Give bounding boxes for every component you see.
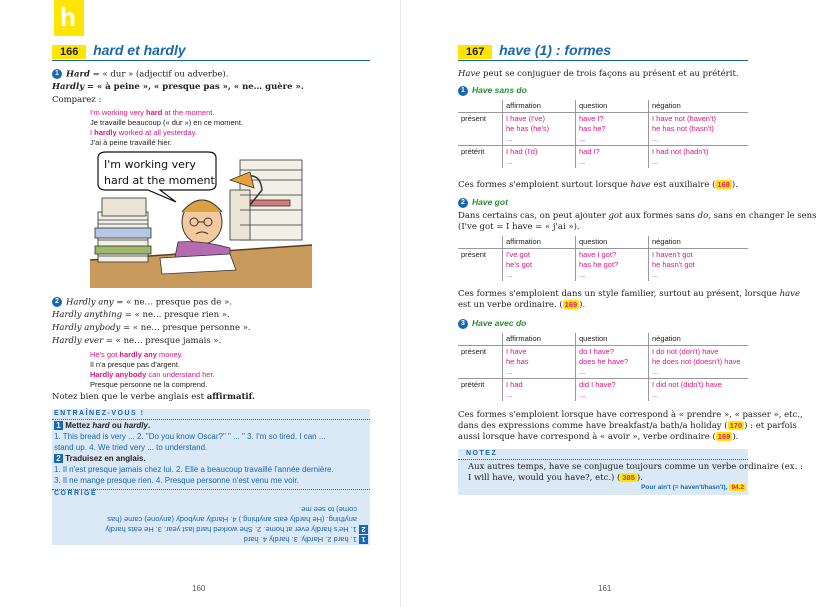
answer-1: 1 1. hard 2. Hardly. 3. hardly 4. hard xyxy=(244,535,368,544)
row-header: présent xyxy=(458,113,503,146)
hard-definition: 1 Hard = « dur » (adjectif ou adverbe). xyxy=(52,69,228,80)
ref-169b: 169 xyxy=(717,432,731,441)
page-gutter xyxy=(400,0,401,607)
exercise-2-title: 2 Traduisez en anglais. xyxy=(54,454,146,463)
answer-2-end: come) to see me. xyxy=(299,505,357,514)
section-title: have (1) : formes xyxy=(499,42,612,58)
exercise-1-title: 1 Mettez hard ou hardly. xyxy=(54,421,150,430)
notez-line-2: I will have, would you have?, etc.) ( 385 ). xyxy=(468,473,643,483)
example-2-translation: J'ai à peine travaillé hier. xyxy=(90,138,172,147)
section-title: hard et hardly xyxy=(93,42,186,58)
letter-h: h xyxy=(60,2,76,32)
col-header: question xyxy=(576,236,649,249)
section-number: 166 xyxy=(52,45,86,59)
answer-2: 2 1. He's hardly ever at home. 2. She worked hard last year. 3. He eats hardly xyxy=(105,525,368,534)
row-header: présent xyxy=(458,346,503,379)
exercise-1-line-1: 1. This bread is very ... 2. "Do you know Oscar?" " ... " 3. I'm so tired. I can ... xyxy=(54,432,326,441)
answer-2-cont: anything. (He hardly eats anything.) 4. Hardly anybody (anyone) came (has xyxy=(107,515,357,524)
hardly-definition: Hardly = « à peine », « presque pas », « ne… guère ». xyxy=(52,82,304,92)
col-header: affirmation xyxy=(503,236,576,249)
subsection-3-note-3: aussi lorsque have correspond à « avoir », verbe ordinaire ( 169 ). xyxy=(458,432,739,442)
ref-170: 170 xyxy=(729,421,743,430)
affirmative-note: Notez bien que le verbe anglais est affirmatif. xyxy=(52,392,255,402)
subsection-2-note-2: est un verbe ordinaire. ( 169 ). xyxy=(458,300,586,310)
hardly-anybody-rule: Hardly anybody = « ne… presque personne ». xyxy=(52,323,251,333)
subsection-2-note-1: Ces formes s'emploient dans un style familier, surtout au présent, lorsque have xyxy=(458,289,800,299)
example-3-translation: Il n'a presque pas d'argent. xyxy=(90,360,181,369)
example-1: I'm working very hard at the moment. xyxy=(90,108,215,117)
example-4: Hardly anybody can understand her. xyxy=(90,370,215,379)
row-header: prétérit xyxy=(458,379,503,402)
notez-box xyxy=(458,449,803,495)
part-number: 2 xyxy=(52,297,62,307)
hardly-any-rule: 2 Hardly any = « ne… presque pas de ». xyxy=(52,297,232,308)
exercise-box xyxy=(52,409,370,545)
compare-label: Comparez : xyxy=(52,95,102,105)
subsection-3-note-2: dans des expressions comme have breakfast/a bath/a holiday ( 170 ) : et parfois xyxy=(458,421,797,431)
subsection-1-title: 1 Have sans do xyxy=(458,85,527,96)
answer-key-upside-down xyxy=(52,501,370,545)
col-header: question xyxy=(576,333,649,346)
bubble-line-1: I'm working very xyxy=(104,158,196,171)
ref-168: 168 xyxy=(717,180,730,189)
ref-385: 385 xyxy=(622,473,635,482)
example-1-translation: Je travaille beaucoup (« dur ») en ce moment. xyxy=(90,118,243,127)
exercise-2-line-1: 1. Il n'est presque jamais chez lui. 2. Elle a beaucoup travaillé l'année dernière. xyxy=(54,465,334,474)
aint-crossref: Pour ain't (= haven't/hasn't), 94.2 xyxy=(641,484,744,491)
page-number-right: 161 xyxy=(598,584,612,593)
section-header-167 xyxy=(458,42,748,61)
have-intro: Have peut se conjuguer de trois façons au présent et au prétérit. xyxy=(458,69,739,79)
bubble-line-2: hard at the moment xyxy=(104,174,215,187)
hardly-anything-rule: Hardly anything = « ne… presque rien ». xyxy=(52,310,230,320)
table-have-sans-do: affirmation question négation présent I have (I've) he has (he's) ... have I? has he? ... I have not (haven't) he has not (hasn't) ... prétérit I had (I'd) ... had I? ... I had not (hadn't) ... xyxy=(458,100,748,168)
col-header: question xyxy=(576,100,649,113)
table-have-got: affirmation question négation présent I've got he's got ... have I got? has he got? ... I haven't got he hasn't got ... xyxy=(458,236,748,281)
page-number-left: 160 xyxy=(192,584,206,593)
col-header: négation xyxy=(649,100,749,113)
subsection-2-line-1: Dans certains cas, on peut ajouter got aux formes sans do, sans en changer le sens xyxy=(458,211,817,221)
row-header: prétérit xyxy=(458,146,503,169)
hardly-ever-rule: Hardly ever = « ne… presque jamais ». xyxy=(52,336,222,346)
part-number: 1 xyxy=(52,69,62,79)
subsection-3-note-1: Ces formes s'emploient lorsque have correspond à « prendre », « passer », etc., xyxy=(458,410,803,420)
ref-169: 169 xyxy=(564,300,578,309)
subsection-1-note: Ces formes s'emploient surtout lorsque have est auxiliaire ( 168 ). xyxy=(458,180,738,190)
exercise-2-line-2: 3. Il ne mange presque rien. 4. Presque personne n'est venu me voir. xyxy=(54,476,299,485)
col-header: négation xyxy=(649,236,749,249)
exercise-1-line-2: stand up. 4. We tried very ... to understand. xyxy=(54,443,208,452)
exercise-header: ENTRAÎNEZ-VOUS ! xyxy=(54,410,145,417)
example-3: He's got hardly any money. xyxy=(90,350,184,359)
col-header: affirmation xyxy=(503,100,576,113)
row-header: présent xyxy=(458,249,503,282)
subsection-2-title: 2 Have got xyxy=(458,197,508,208)
notez-line-1: Aux autres temps, have se conjugue toujours comme un verbe ordinaire (ex. : xyxy=(468,462,803,472)
example-2: I hardly worked at all yesterday. xyxy=(90,128,198,137)
section-header-166 xyxy=(52,42,370,61)
cartoon-illustration xyxy=(90,150,312,288)
notez-header: NOTEZ xyxy=(466,450,498,457)
table-have-avec-do: affirmation question négation présent I have he has ... do I have? does he have? ... I do not (don't) have he does not (doesn't) have ... prétérit I had ... did I have? ... I did not (didn't) have ... xyxy=(458,333,748,401)
col-header: affirmation xyxy=(503,333,576,346)
corrige-header: CORRIGÉ xyxy=(54,490,98,497)
subsection-3-title: 3 Have avec do xyxy=(458,318,526,329)
col-header: négation xyxy=(649,333,749,346)
section-number: 167 xyxy=(458,45,492,59)
example-4-translation: Presque personne ne la comprend. xyxy=(90,380,208,389)
subsection-2-line-2: (I've got = I have = « j'ai »). xyxy=(458,222,580,232)
